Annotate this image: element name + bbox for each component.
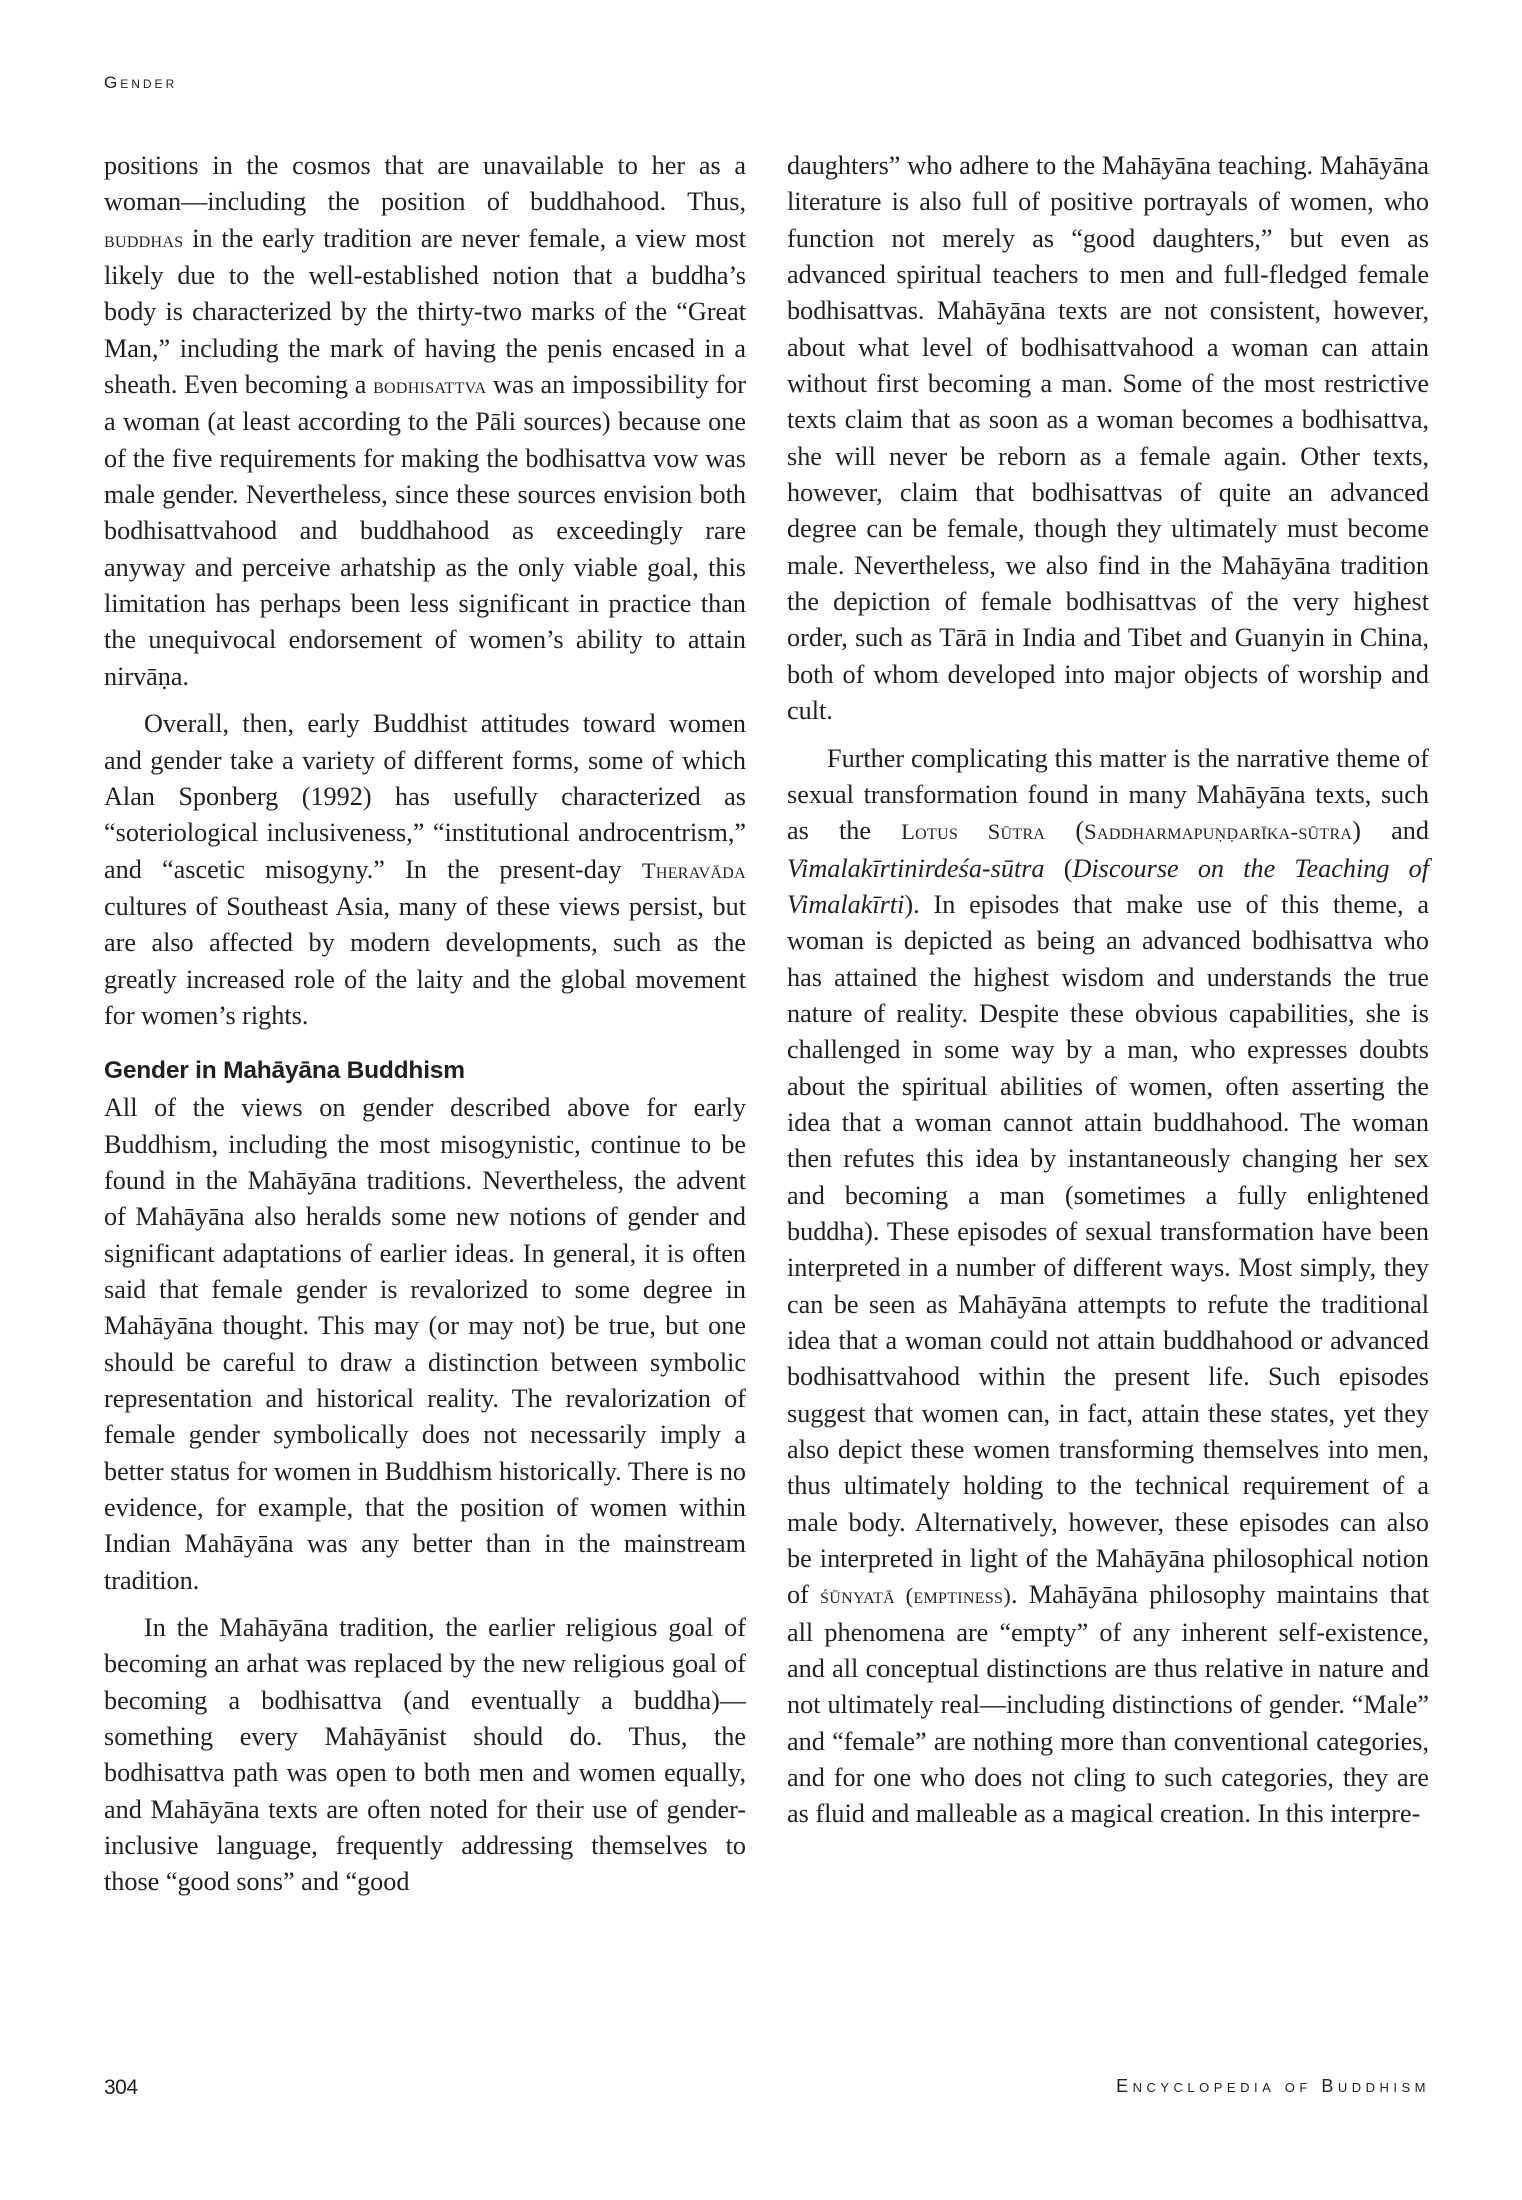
paragraph [104, 706, 746, 1034]
paragraph-text: cultures of Southeast Asia, many of these views persist, but are also affected by modern developments, such as the greatly increased role of the laity and the global movement for women’s rights. [104, 891, 746, 1030]
paragraph-text: ( [1044, 853, 1073, 883]
section-heading: Gender in Mahāyāna Buddhism [104, 1057, 465, 1085]
paragraph-text: ( [1045, 816, 1085, 846]
paragraph-text: Overall, then, early Buddhist attitudes toward women and gender take a variety of different forms, some of which Alan Sponberg (1992) has usefully characterized as “soteriological inclusiveness,” “institutional androcentrism,” and “ascetic misogyny.” In the present-day [104, 709, 746, 884]
italic-title: Vimalakīrtinirdeśa-sūtra [787, 853, 1045, 883]
paragraph [104, 148, 746, 695]
cross-reference-link[interactable]: buddhas [104, 226, 184, 252]
cross-reference-link[interactable]: śūnyatā (emptiness) [820, 1583, 1012, 1609]
running-footer: Encyclopedia of Buddhism [1116, 2076, 1430, 2096]
paragraph: In the Mahāyāna tradition, the earlier religious goal of becoming an arhat was replaced by the new religious goal of becoming a bodhisattva (and eventually a buddha)—something every Mahāyānist should do. Thus, the bodhisattva path was open to both men and women equally, and Mahāyāna texts are often noted for their use of gender-inclusive language, frequently addressing themselves to those “good sons” and “good [104, 1613, 746, 1897]
paragraph-text: ) and [1352, 816, 1429, 846]
cross-reference-link[interactable]: Lotus Sūtra [901, 819, 1046, 845]
paragraph-text: ). In episodes that make use of this theme, a woman is depicted as being an advanced bodhisattva who has attained the highest wisdom and understands the true nature of reality. Despite these obvious capabilities, she is challenged in some way by a man, who expresses doubts about the spiritual abilities of women, often asserting the idea that a woman cannot attain buddhahood. The woman then refutes this idea by instantaneously changing her sex and becoming a man (sometimes a fully enlightened buddha). These episodes of sexual transformation have been interpreted in a number of different ways. Most simply, they can be seen as Mahāyāna attempts to refute the traditional idea that a woman could not attain buddhahood or advanced bodhisattvahood within the present life. Such episodes suggest that women can, in fact, attain these states, yet they also depict these women transforming themselves into men, thus ultimately holding to the technical requirement of a male body. Alternatively, however, these episodes can also be interpreted in light of the Mahāyāna philosophical notion of [787, 889, 1429, 1610]
running-header: Gender [104, 73, 178, 92]
cross-reference-link[interactable]: Saddharmapuṇḍarīka-sūtra [1084, 819, 1353, 845]
page-number: 304 [104, 2076, 138, 2099]
italic-title: Discourse on the Teaching of Vimalakīrti [787, 853, 1429, 919]
paragraph-text: Further complicating this matter is the narrative theme of sexual transformation found in many Mahāyāna texts, such as the [787, 743, 1429, 846]
paragraph-text: in the early tradition are never female, a view most likely due to the well-established notion that a buddha’s body is characterized by the thirty-two marks of the “Great Man,” including the mark of having the penis encased in a sheath. Even becoming a [104, 223, 746, 400]
paragraph-text: positions in the cosmos that are unavailable to her as a woman—including the position of buddhahood. Thus, [104, 151, 746, 217]
paragraph-text: was an impossibility for a woman (at least according to the Pāli sources) because one of the five requirements for making the bodhisattva vow was male gender. Nevertheless, since these sources envision both bodhisattvahood and buddhahood as exceedingly rare anyway and perceive arhatship as the only viable goal, this limitation has perhaps been less significant in practice than the unequivocal endorsement of women’s ability to attain nirvāṇa. [104, 370, 746, 691]
paragraph [787, 741, 1429, 1833]
left-column [104, 148, 746, 1901]
paragraph-text: . Mahāyāna philosophy maintains that all phenomena are “empty” of any inherent self-existence, and all conceptual distinctions are thus relative in nature and not ultimately real—including distinctions of gender. “Male” and “female” are nothing more than conventional categories, and for one who does not cling to such categories, they are as fluid and malleable as a magical creation. In this interpre- [787, 1580, 1429, 1829]
right-column [787, 148, 1429, 1833]
paragraph: daughters” who adhere to the Mahāyāna teaching. Mahāyāna literature is also full of positive portrayals of women, who function not merely as “good daughters,” but even as advanced spiritual teachers to men and full-fledged female bodhisattvas. Mahāyāna texts are not consistent, however, about what level of bodhisattvahood a woman can attain without first becoming a man. Some of the most restrictive texts claim that as soon as a woman becomes a bodhisattva, she will never be reborn as a female again. Other texts, however, claim that bodhisattvas of quite an advanced degree can be female, though they ultimately must become male. Nevertheless, we also find in the Mahāyāna tradition the depiction of female bodhisattvas of the very highest order, such as Tārā in India and Tibet and Guanyin in China, both of whom developed into major objects of worship and cult. [787, 151, 1429, 726]
cross-reference-link[interactable]: Theravāda [641, 857, 746, 883]
cross-reference-link[interactable]: bodhisattva [373, 373, 487, 399]
paragraph: All of the views on gender described above for early Buddhism, including the most misogynistic, continue to be found in the Mahāyāna traditions. Nevertheless, the advent of Mahāyāna also heralds some new notions of gender and significant adaptations of earlier ideas. In general, it is often said that female gender is revalorized to some degree in Mahāyāna thought. This may (or may not) be true, but one should be careful to draw a distinction between symbolic representation and historical reality. The revalorization of female gender symbolically does not necessarily imply a better status for women in Buddhism historically. There is no evidence, for example, that the position of women within Indian Mahāyāna was any better than in the mainstream tradition. [104, 1093, 746, 1595]
